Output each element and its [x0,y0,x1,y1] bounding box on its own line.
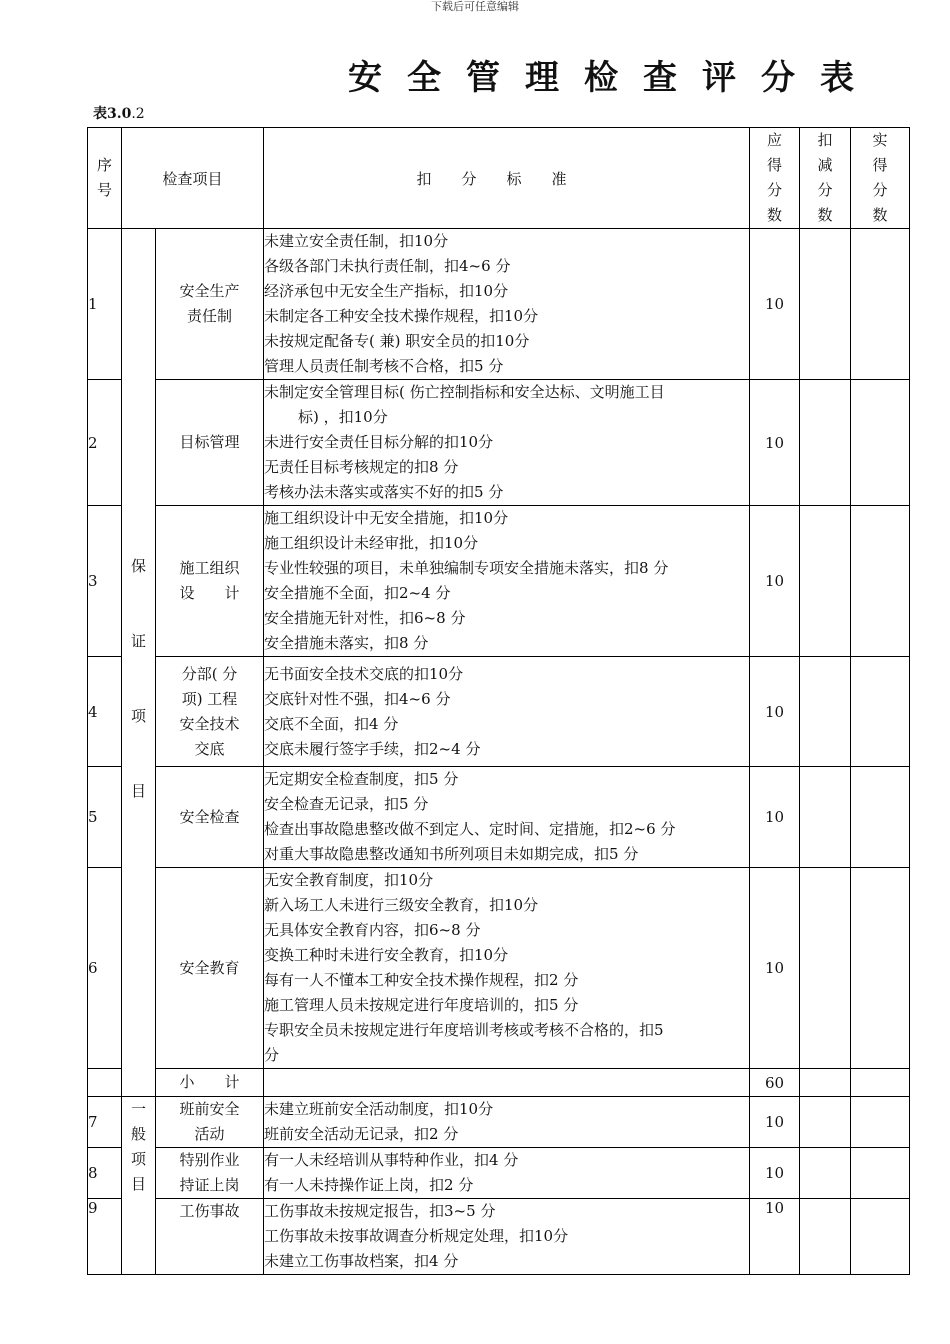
row-seq: 9 [88,1199,122,1275]
row-deduct-score[interactable] [800,657,851,767]
subtotal-row [88,1069,910,1097]
subtotal-deduct[interactable] [800,1069,851,1097]
row-criteria: 无书面安全技术交底的扣10分 交底针对性不强，扣4~6 分 交底不全面，扣4 分 交底未履行签字手续，扣2~4 分 [264,657,750,767]
subtotal-actual[interactable] [851,1069,910,1097]
table-row [88,1097,910,1148]
row-should-score: 10 [750,1199,800,1275]
row-check-item: 安全教育 [156,868,264,1069]
table-number-suffix: .2 [131,106,145,122]
row-criteria: 施工组织设计中无安全措施，扣10分 施工组织设计未经审批，扣10分 专业性较强的项目，未单独编制专项安全措施未落实，扣8 分 安全措施不全面，扣2~4 分 安全措施无针对性，扣6~8 分 安全措施未落实，扣8 分 [264,506,750,657]
row-seq: 7 [88,1097,122,1148]
row-actual-score[interactable] [851,868,910,1069]
row-check-item: 特别作业 持证上岗 [156,1148,264,1199]
row-criteria: 未制定安全管理目标( 伤亡控制指标和安全达标、文明施工目 标) ，扣10分 未进行安全责任目标分解的扣10分 无责任目标考核规定的扣8 分 考核办法未落实或落实不好的扣5 分 [264,380,750,506]
row-seq: 4 [88,657,122,767]
table-row [88,506,910,657]
row-criteria: 工伤事故未按规定报告，扣3~5 分 工伤事故未按事故调查分析规定处理，扣10分 未建立工伤事故档案，扣4 分 [264,1199,750,1275]
header-should-score: 应 得 分 数 [750,128,800,229]
group-general-items: 一 般 项 目 [122,1097,156,1275]
row-check-item: 工伤事故 [156,1199,264,1275]
row-deduct-score[interactable] [800,868,851,1069]
row-should-score: 10 [750,657,800,767]
row-seq: 1 [88,229,122,380]
table-row [88,1148,910,1199]
subtotal-seq [88,1069,122,1097]
row-actual-score[interactable] [851,506,910,657]
subtotal-score: 60 [750,1069,800,1097]
header-criteria: 扣分标准 [264,128,750,229]
row-deduct-score[interactable] [800,767,851,868]
subtotal-label: 小 计 [156,1069,264,1097]
row-seq: 6 [88,868,122,1069]
row-seq: 3 [88,506,122,657]
row-deduct-score[interactable] [800,229,851,380]
header-note: 下载后可任意编辑 [431,0,519,13]
table-number [93,105,145,123]
document-title: 安全管理检查评分表 [348,58,879,98]
table-number-bold: 表3.0 [93,106,132,122]
row-actual-score[interactable] [851,1148,910,1199]
score-table [87,127,910,1275]
row-deduct-score[interactable] [800,1199,851,1275]
row-check-item: 目标管理 [156,380,264,506]
row-should-score: 10 [750,506,800,657]
row-should-score: 10 [750,229,800,380]
row-actual-score[interactable] [851,657,910,767]
table-row [88,380,910,506]
row-should-score: 10 [750,1148,800,1199]
row-should-score: 10 [750,868,800,1069]
row-actual-score[interactable] [851,1097,910,1148]
row-check-item: 安全生产 责任制 [156,229,264,380]
header-deduct-score: 扣 减 分 数 [800,128,851,229]
row-actual-score[interactable] [851,229,910,380]
row-deduct-score[interactable] [800,506,851,657]
header-item: 检查项目 [122,128,264,229]
row-seq: 2 [88,380,122,506]
table-row [88,767,910,868]
row-criteria: 有一人未经培训从事特种作业，扣4 分 有一人未持操作证上岗，扣2 分 [264,1148,750,1199]
row-should-score: 10 [750,1097,800,1148]
row-actual-score[interactable] [851,1199,910,1275]
row-deduct-score[interactable] [800,1148,851,1199]
header-row [88,128,910,229]
header-actual-score: 实 得 分 数 [851,128,910,229]
row-should-score: 10 [750,767,800,868]
row-criteria: 无定期安全检查制度，扣5 分 安全检查无记录，扣5 分 检查出事故隐患整改做不到定人、定时间、定措施，扣2~6 分 对重大事故隐患整改通知书所列项目未如期完成，扣5 分 [264,767,750,868]
row-deduct-score[interactable] [800,380,851,506]
row-check-item: 分部( 分 项) 工程 安全技术 交底 [156,657,264,767]
row-criteria: 未建立班前安全活动制度，扣10分 班前安全活动无记录，扣2 分 [264,1097,750,1148]
row-deduct-score[interactable] [800,1097,851,1148]
table-row [88,1199,910,1275]
table-row [88,229,910,380]
header-seq: 序 号 [88,128,122,229]
row-check-item: 安全检查 [156,767,264,868]
row-actual-score[interactable] [851,767,910,868]
subtotal-criteria [264,1069,750,1097]
row-check-item: 班前安全 活动 [156,1097,264,1148]
row-criteria: 未建立安全责任制，扣10分 各级各部门未执行责任制，扣4~6 分 经济承包中无安全生产指标，扣10分 未制定各工种安全技术操作规程，扣10分 未按规定配备专( 兼) 职安全员的扣10分 管理人员责任制考核不合格，扣5 分 [264,229,750,380]
row-check-item: 施工组织 设 计 [156,506,264,657]
row-seq: 8 [88,1148,122,1199]
group-guarantee-items: 保 证 项 目 [122,229,156,1097]
row-actual-score[interactable] [851,380,910,506]
row-criteria: 无安全教育制度，扣10分 新入场工人未进行三级安全教育，扣10分 无具体安全教育内容，扣6~8 分 变换工种时未进行安全教育，扣10分 每有一人不懂本工种安全技术操作规程，扣2 分 施工管理人员未按规定进行年度培训的，扣5 分 专职安全员未按规定进行年度培训考核或考核不合格的，扣5 分 [264,868,750,1069]
row-should-score: 10 [750,380,800,506]
row-seq: 5 [88,767,122,868]
table-row [88,657,910,767]
table-row [88,868,910,1069]
